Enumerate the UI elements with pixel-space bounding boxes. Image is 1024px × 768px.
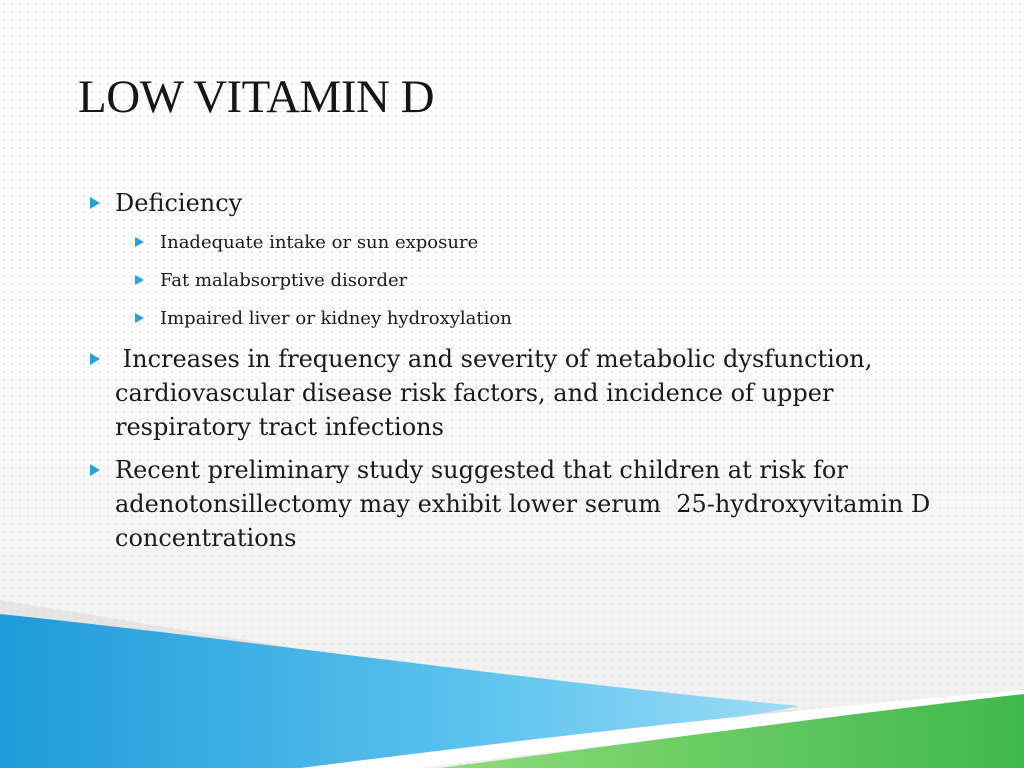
slide-title: LOW VITAMIN D — [78, 71, 435, 123]
bullet-arrow-icon — [90, 353, 100, 365]
bullet-text: Recent preliminary study suggested that children at risk for adenotonsillectomy may exhibit lower serum 25-hydroxyvitamin D concentrations — [115, 456, 938, 552]
bullet-arrow-icon — [90, 464, 100, 476]
bullet-recent-study — [88, 453, 968, 555]
sub-bullet-text: Inadequate intake or sun exposure — [160, 232, 479, 253]
bullet-arrow-icon — [135, 313, 144, 323]
sub-bullet-intake — [88, 230, 968, 256]
bullet-arrow-icon — [135, 237, 144, 247]
sub-bullet-hydroxylation — [88, 306, 968, 332]
sub-bullet-text: Impaired liver or kidney hydroxylation — [160, 308, 512, 329]
slide-content — [88, 186, 968, 555]
bullet-text: Increases in frequency and severity of metabolic dysfunction, cardiovascular disease risk factors, and incidence of upper respiratory tract infections — [115, 345, 880, 441]
bullet-increases — [88, 342, 968, 444]
bullet-arrow-icon — [135, 275, 144, 285]
bullet-deficiency — [88, 186, 968, 220]
sub-bullet-malabsorption — [88, 268, 968, 294]
bullet-arrow-icon — [90, 197, 100, 209]
bullet-text: Deficiency — [115, 189, 243, 217]
sub-bullet-text: Fat malabsorptive disorder — [160, 270, 408, 291]
